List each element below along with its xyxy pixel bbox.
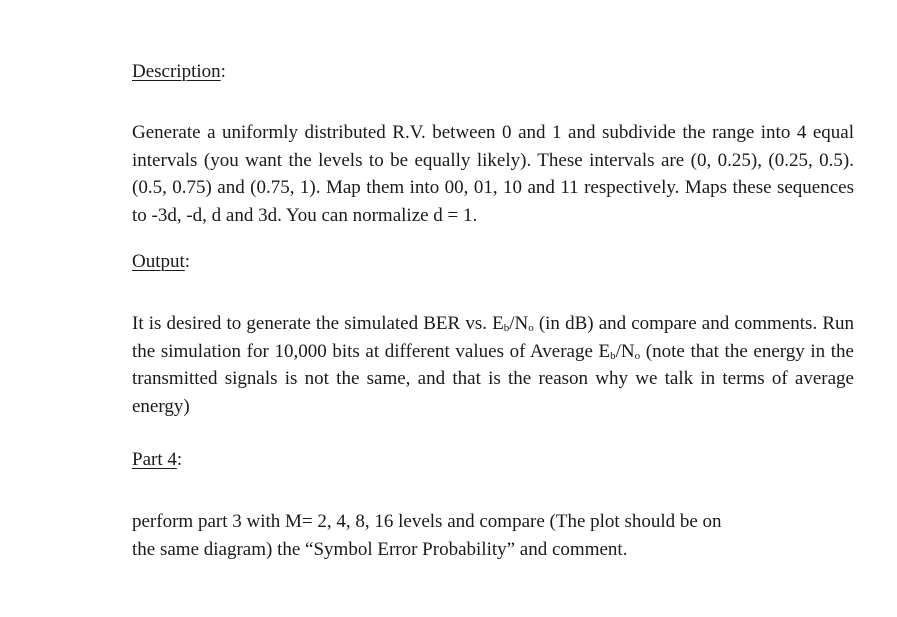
part4-line-2: the same diagram) the “Symbol Error Probability” and comment. bbox=[132, 538, 628, 560]
description-heading-colon: : bbox=[220, 61, 226, 82]
part4-heading-colon: : bbox=[176, 449, 183, 470]
output-subscript-b-2: b bbox=[610, 349, 616, 362]
output-heading-colon: : bbox=[184, 251, 191, 272]
output-subscript-b-1: b bbox=[503, 322, 510, 334]
output-subscript-o-1: o bbox=[528, 322, 534, 334]
part4-heading-text: Part 4 bbox=[132, 449, 177, 470]
output-heading bbox=[132, 248, 854, 276]
description-heading bbox=[132, 58, 854, 86]
output-paragraph bbox=[132, 310, 854, 420]
output-heading-text: Output bbox=[132, 251, 185, 272]
document-page bbox=[132, 58, 854, 563]
part4-heading bbox=[132, 446, 854, 474]
description-heading-text: Description bbox=[132, 61, 221, 82]
output-text-4: /N bbox=[615, 340, 635, 362]
output-text-2: /N bbox=[509, 313, 529, 334]
output-text-1: It is desired to generate the simulated BER vs. E bbox=[132, 313, 504, 334]
part4-paragraph bbox=[132, 508, 854, 563]
part4-line-1: perform part 3 with M= 2, 4, 8, 16 levels and compare (The plot should be on bbox=[132, 511, 722, 532]
description-paragraph: Generate a uniformly distributed R.V. between 0 and 1 and subdivide the range into 4 equal intervals (you want the levels to be equally likely). These intervals are (0, 0.25), (0.25, 0.5). (0.5, 0.75) and (0.75, 1). Map them into 00, 01, 10 and 11 respectively. Maps these sequences to -3d, -d, d and 3d. You can normalize d = 1. bbox=[132, 122, 854, 226]
output-text-5: (note that the energy in the transmitted signals is not the same, and that is the reason why we talk in terms of average energy) bbox=[132, 340, 854, 417]
output-subscript-o-2: o bbox=[634, 349, 641, 362]
output-text-3: (in dB) and compare and comments. Run the simulation for 10,000 bits at different values of Average E bbox=[132, 313, 854, 362]
